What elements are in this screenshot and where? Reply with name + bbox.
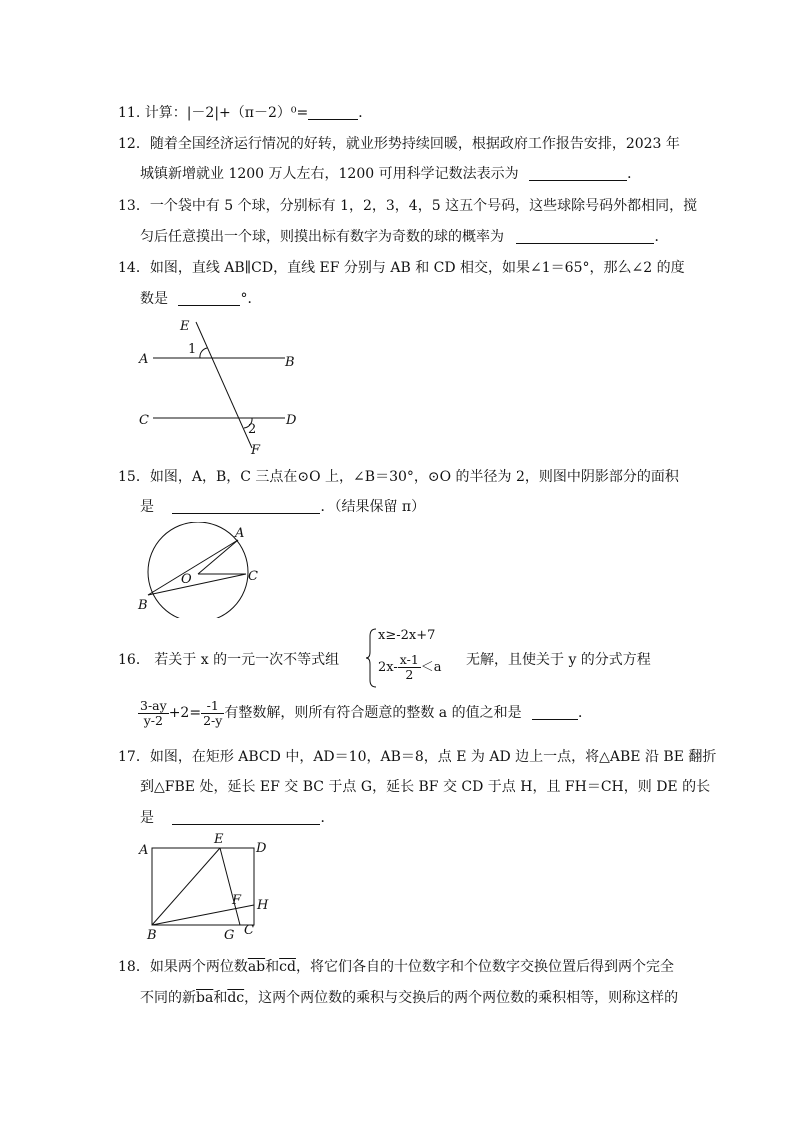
question-11: 11. 计算：|－2|+（π－2）⁰= ． xyxy=(118,105,373,121)
q12-answer-blank[interactable] xyxy=(529,166,627,181)
label-a: A xyxy=(235,526,245,541)
q16-pre: 若关于 x 的一元一次不等式组 xyxy=(154,652,340,668)
q16-fractional-equation: $\frac{3-ay}{y-2}$ +2= $\frac{-1}{2-y}$ 有整数解，则所有符合题意的整数 a 的值之和是 ． xyxy=(140,697,593,728)
q15-line2: 是 xyxy=(140,499,154,515)
q17-number: 17． xyxy=(118,749,150,765)
q14-number: 14． xyxy=(118,260,150,276)
q18-dc: $\overline{dc}$ xyxy=(227,990,245,1006)
q16-system-brace xyxy=(366,628,378,688)
segment-eg xyxy=(220,848,240,925)
q13-line2: 匀后任意摸出一个球，则摸出标有数字为奇数的球的概率为 xyxy=(140,229,504,245)
label-c: C xyxy=(244,923,254,938)
q14-figure xyxy=(130,312,320,462)
q12-line1: 随着全国经济运行情况的好转，就业形势持续回暖，根据政府工作报告安排，2023 年 xyxy=(149,136,680,152)
q18-number: 18． xyxy=(118,959,150,975)
q13-number: 13． xyxy=(118,198,150,214)
q12-number: 12． xyxy=(118,136,150,152)
rectangle-abcd xyxy=(152,848,254,925)
label-angle-2: 2 xyxy=(248,422,257,437)
line-ef xyxy=(196,322,252,448)
q15-line1: 如图，A，B，C 三点在⊙O 上，∠B＝30°，⊙O 的半径为 2，则图中阴影部分的面积 xyxy=(149,469,679,485)
q11-number: 11. xyxy=(118,105,141,121)
q14-line2: 数是 xyxy=(140,291,168,307)
q16-line2-post: 有整数解，则所有符合题意的整数 a 的值之和是 xyxy=(224,705,522,721)
label-e: E xyxy=(180,319,190,334)
label-c: C xyxy=(139,413,149,428)
label-h: H xyxy=(257,898,269,913)
q15-number: 15． xyxy=(118,469,150,485)
q13-answer-blank[interactable] xyxy=(516,229,654,244)
q16-answer-blank[interactable] xyxy=(532,705,578,720)
question-17 xyxy=(118,747,716,767)
q16-inequality-1: x≥-2x+7 xyxy=(378,628,436,643)
q11-answer-blank[interactable] xyxy=(308,105,358,120)
q15-figure xyxy=(134,522,274,618)
question-13 xyxy=(118,196,697,216)
q18-ba: $\overline{ba}$ xyxy=(196,990,214,1006)
q17-line3: 是 xyxy=(140,810,154,826)
label-e: E xyxy=(214,832,224,847)
question-12 xyxy=(118,134,680,154)
label-f: F xyxy=(251,443,261,458)
label-a: A xyxy=(139,352,149,367)
circle-o xyxy=(148,522,248,618)
q16-inequality-2: 2x- $\frac{x-1}{2}$ ＜a xyxy=(378,652,442,682)
chord-ba xyxy=(148,540,238,595)
q15-answer-blank[interactable] xyxy=(172,499,320,514)
label-g: G xyxy=(224,928,235,943)
label-d: D xyxy=(256,841,267,856)
label-d: D xyxy=(286,413,297,428)
label-angle-1: 1 xyxy=(188,342,197,357)
q18-ab: $\overline{ab}$ xyxy=(247,959,266,975)
label-b: B xyxy=(285,355,295,370)
label-a: A xyxy=(139,843,149,858)
q18-cd: $\overline{cd}$ xyxy=(279,959,296,975)
question-15 xyxy=(118,467,679,487)
angle-1-arc xyxy=(200,348,207,358)
q17-answer-blank[interactable] xyxy=(172,810,320,825)
label-o: O xyxy=(181,572,192,587)
q14-line1: 如图，直线 AB∥CD，直线 EF 分别与 AB 和 CD 相交，如果∠1＝65°，那么∠2 的度 xyxy=(149,260,685,276)
q17-line2: 到△FBE 处，延长 EF 交 BC 于点 G，延长 BF 交 CD 于点 H，且 FH＝CH，则 DE 的长 xyxy=(140,779,711,795)
q12-line2: 城镇新增就业 1200 万人左右，1200 可用科学记数法表示为 xyxy=(140,166,519,182)
q14-answer-blank[interactable] xyxy=(178,291,240,306)
question-16 xyxy=(118,650,339,670)
question-18: 18．如果两个两位数$\overline{ab}$和$\overline{cd}$，将它们各自的十位数字和个位数字交换位置后得到两个完全 xyxy=(118,959,674,975)
chord-bc xyxy=(148,574,246,595)
q16-number: 16． xyxy=(118,652,150,668)
q11-text: 计算：|－2|+（π－2）⁰= xyxy=(144,105,309,121)
q16-post: 无解，且使关于 y 的分式方程 xyxy=(466,652,651,668)
q17-figure xyxy=(134,830,280,946)
label-b: B xyxy=(147,928,157,943)
question-14 xyxy=(118,258,685,278)
label-c: C xyxy=(248,569,258,584)
q17-line1: 如图，在矩形 ABCD 中，AD＝10，AB＝8，点 E 为 AD 边上一点，将△ABE 沿 BE 翻折 xyxy=(149,749,717,765)
radius-oa xyxy=(198,540,238,574)
label-b: B xyxy=(138,598,148,613)
q13-line1: 一个袋中有 5 个球，分别标有 1，2，3，4，5 这五个号码，这些球除号码外都相同，搅 xyxy=(149,198,698,214)
label-f: F xyxy=(232,893,242,908)
